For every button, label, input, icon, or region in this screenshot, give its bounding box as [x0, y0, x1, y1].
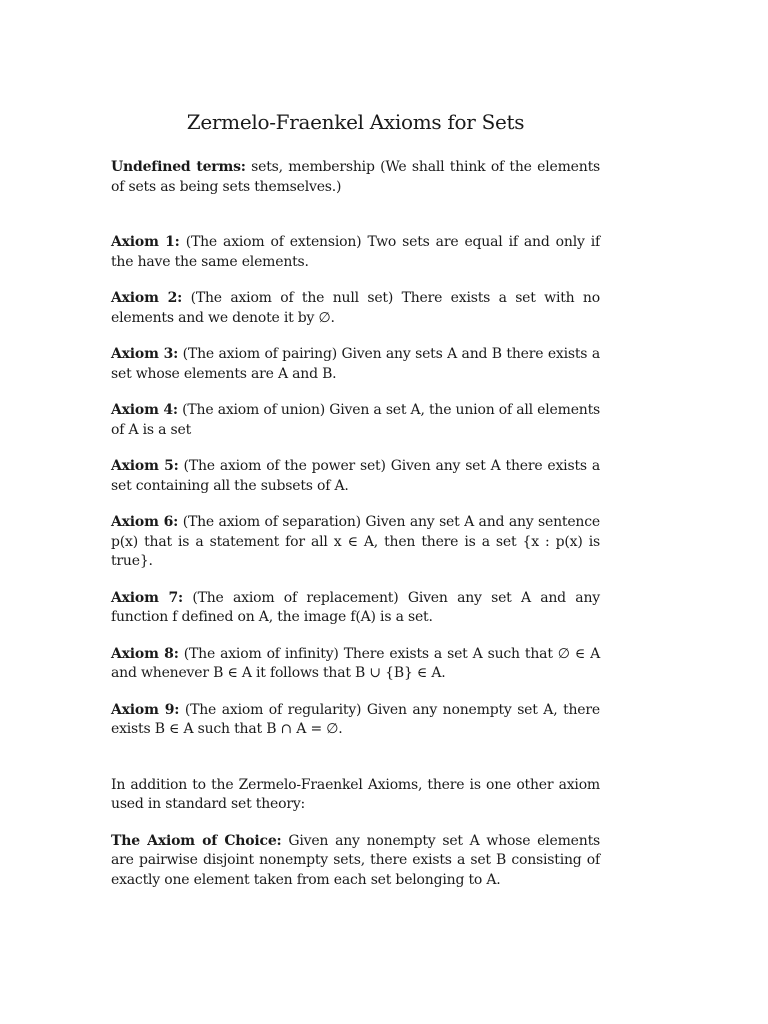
page-title: Zermelo-Fraenkel Axioms for Sets — [186, 110, 525, 134]
axiom-of-choice-label: The Axiom of Choice: — [111, 832, 282, 849]
axiom-text: (The axiom of replacement) Given any set A and any function f defined on A, the image f(A) is a set. — [111, 589, 600, 625]
axiom-9 — [111, 701, 600, 740]
axiom-4 — [111, 401, 600, 440]
axiom-label: Axiom 5: — [111, 458, 179, 474]
axiom-8 — [111, 645, 600, 684]
axiom-label: Axiom 3: — [111, 346, 179, 362]
axiom-label: Axiom 7: — [111, 589, 183, 606]
axiom-of-choice-text: Given any nonempty set A whose elements are pairwise disjoint nonempty sets, there exists a set B consisting of exactly one element taken from each set belonging to A. — [111, 832, 600, 888]
axiom-text: (The axiom of union) Given a set A, the union of all elements of A is a set — [111, 402, 601, 438]
document-page — [111, 108, 600, 890]
undefined-terms-text: sets, membership (We shall think of the elements of sets as being sets themselves.) — [111, 159, 600, 195]
axiom-text: (The axiom of regularity) Given any nonempty set A, there exists B ∈ A such that B ∩ A = ∅. — [111, 701, 600, 737]
axiom-text: (The axiom of separation) Given any set A and any sentence p(x) that is a statement for all x ∈ A, then there is a set {x : p(x) is true}. — [111, 514, 600, 569]
axiom-6 — [111, 513, 600, 572]
undefined-terms-label: Undefined terms: — [111, 159, 246, 175]
undefined-terms-paragraph — [111, 158, 600, 197]
axiom-label: Axiom 1: — [111, 234, 180, 250]
axiom-text: (The axiom of the null set) There exists a set with no elements and we denote it by ∅. — [111, 290, 600, 326]
axiom-2 — [111, 289, 600, 328]
axiom-text: (The axiom of extension) Two sets are equal if and only if the have the same elements. — [111, 234, 600, 270]
axiom-text: (The axiom of pairing) Given any sets A and B there exists a set whose elements are A and B. — [111, 346, 600, 382]
axiom-of-choice — [111, 832, 600, 891]
axiom-label: Axiom 6: — [111, 514, 179, 530]
axiom-label: Axiom 4: — [111, 402, 178, 418]
axiom-text: (The axiom of infinity) There exists a set A such that ∅ ∈ A and whenever B ∈ A it follows that B ∪ {B} ∈ A. — [111, 645, 600, 681]
axiom-label: Axiom 8: — [111, 645, 179, 662]
axiom-1 — [111, 233, 600, 272]
addition-paragraph: In addition to the Zermelo-Fraenkel Axioms, there is one other axiom used in standard set theory: — [111, 776, 600, 812]
axiom-3 — [111, 345, 600, 384]
axiom-label: Axiom 2: — [111, 290, 183, 306]
axiom-5 — [111, 457, 600, 496]
axiom-text: (The axiom of the power set) Given any set A there exists a set containing all the subsets of A. — [111, 458, 600, 494]
axiom-label: Axiom 9: — [111, 701, 180, 718]
axiom-7 — [111, 589, 600, 628]
